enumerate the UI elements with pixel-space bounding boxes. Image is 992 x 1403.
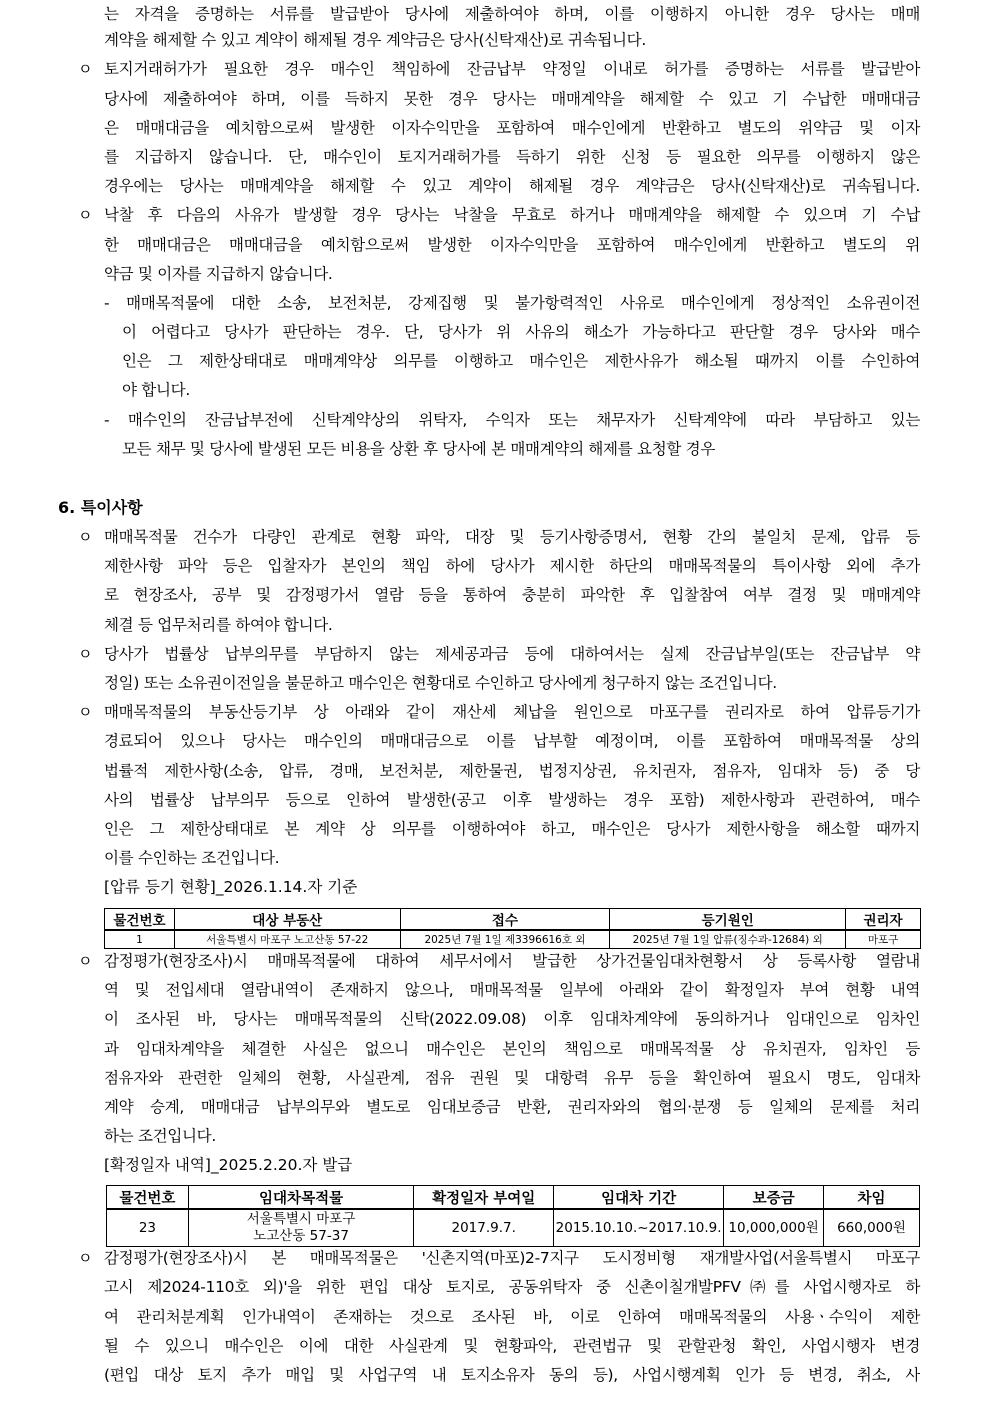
text-line: 이를 수인하는 조건입니다. [104,849,280,867]
table-caption: [확정일자 내역]_2025.2.20.자 발급 [104,1156,353,1174]
text-line: 체결 등 업무처리를 하여야 합니다. [104,616,333,634]
table-cell: 2017.9.7. [414,1209,554,1247]
table-header: 물건번호 [105,909,175,931]
address-line: 서울특별시 마포구 [246,1211,356,1227]
text-line: 경우에는 당사는 매매계약을 해제할 수 있고 계약이 해제될 경우 계약금은 당사(신탁재산)로 귀속됩니다. [104,177,920,195]
table-cell: 23 [107,1209,189,1247]
text-line: 당사가 법률상 납부의무를 부담하지 않는 제세공과금 등에 대하여서는 실제 잔금납부일(또는 잔금납부 약 [104,645,920,663]
table-header: 확정일자 부여일 [414,1186,554,1210]
seizure-table [104,908,921,949]
table-header: 등기원인 [610,909,846,931]
dash-item-line: - 매매목적물에 대한 소송, 보전처분, 강제집행 및 불가항력적인 사유로 매수인에게 정상적인 소유권이전 [104,294,920,312]
bullet-icon: ㅇ [78,206,93,224]
table-cell: 2025년 7월 1일 제3396616호 외 [400,930,610,949]
section-heading: 6. 특이사항 [58,498,143,517]
dash-item-line: 모든 채무 및 당사에 발생된 모든 비용을 상환 후 당사에 본 매매계약의 해제를 요청할 경우 [122,440,716,458]
text-line: 약금 및 이자를 지급하지 않습니다. [104,265,333,283]
table-header: 접수 [400,909,610,931]
text-line: 고시 제2024-110호 외)'을 위한 편입 대상 토지로, 공동위탁자 중 신촌이칠개발PFV㈜를 사업시행자로 하 [104,1278,920,1296]
text-line: 매매목적물의 부동산등기부 상 아래와 같이 재산세 체납을 원인으로 마포구를 권리자로 하여 압류등기가 [104,703,920,721]
table-header: 임대차목적물 [188,1186,413,1210]
text-line: 감정평가(현장조사)시 매매목적물에 대하여 세무서에서 발급한 상가건물임대차현황서 상 등록사항 열람내 [104,952,920,970]
text-line: 하는 조건입니다. [104,1127,216,1145]
text-line: 될 수 있으니 매수인은 이에 대한 사실관계 및 현황파악, 관련법규 및 관할관청 확인, 사업시행자 변경 [104,1337,920,1355]
bullet-icon: ㅇ [78,1249,93,1267]
text-line: 매매목적물 건수가 다량인 관계로 현황 파악, 대장 및 등기사항증명서, 현황 간의 불일치 문제, 압류 등 [104,528,920,546]
table-caption: [압류 등기 현황]_2026.1.14.자 기준 [104,878,358,896]
text-line: 낙찰 후 다음의 사유가 발생할 경우 당사는 낙찰을 무효로 하거나 매매계약을 해제할 수 있으며 기 수납 [104,206,920,224]
table-cell: 1 [105,930,175,949]
text-line: 과 임대차계약을 체결한 사실은 없으니 매수인은 본인의 책임으로 매매목적물 상 유치권자, 임차인 등 [104,1040,920,1058]
table-cell: 서울특별시 마포구 노고산동 57-22 [174,930,400,949]
dash-item-line: 인은 그 제한상태대로 매매계약상 의무를 이행하고 매수인은 제한사유가 해소될 때까지 이를 수인하여 [122,352,920,370]
dash-item-line: 야 합니다. [122,381,190,399]
table-header: 임대차 기간 [554,1186,724,1210]
text-line: 경료되어 있으나 당사는 매수인의 매매대금으로 이를 납부할 예정이며, 이를 포함하여 매매목적물 상의 [104,732,920,750]
dash-item-line: 이 어렵다고 당사가 판단하는 경우. 단, 당사가 위 사유의 해소가 가능하다고 판단할 경우 당사와 매수 [122,323,920,341]
text-line: 로 현장조사, 공부 및 감정평가서 열람 등을 통하여 충분히 파악한 후 입찰참여 여부 결정 및 매매계약 [104,586,920,604]
table-header: 보증금 [724,1186,824,1210]
text-line: 정일) 또는 소유권이전일을 불문하고 매수인은 현황대로 수인하고 당사에게 청구하지 않는 조건입니다. [104,674,777,692]
text-line: 를 지급하지 않습니다. 단, 매수인이 토지거래허가를 득하기 위한 신청 등 필요한 의무를 이행하지 않은 [104,148,920,166]
bullet-icon: ㅇ [78,528,93,546]
text-line: (편입 대상 토지 추가 매입 및 사업구역 내 토지소유자 동의 등), 사업시행계획 인가 등 변경, 취소, 사 [104,1366,920,1384]
bullet-icon: ㅇ [78,952,93,970]
table-cell: 660,000원 [824,1209,920,1247]
table-cell: 2025년 7월 1일 압류(징수과-12684) 외 [610,930,846,949]
text-line: 제한사항 파악 등은 입찰자가 본인의 책임 하에 당사가 제시한 하단의 매매목적물의 특이사항 외에 추가 [104,557,920,575]
table-cell: 2015.10.10.~2017.10.9. [554,1209,724,1247]
table-cell: 마포구 [846,930,921,949]
table-header: 물건번호 [107,1186,189,1210]
text-line: 이 조사된 바, 당사는 매매목적물의 신탁(2022.09.08) 이후 임대차계약에 동의하거나 임대인으로 임차인 [104,1010,920,1028]
table-row [107,1209,920,1247]
table-header: 대상 부동산 [174,909,400,931]
text-line: 당사에 제출하여야 하며, 이를 득하지 못한 경우 당사는 매매계약을 해제할 수 있고 기 수납한 매매대금 [104,90,920,108]
text-line: 여 관리처분계획 인가내역이 존재하는 것으로 조사된 바, 이로 인하여 매매목적물의 사용ㆍ수익이 제한 [104,1308,920,1326]
address-line: 노고산동 57-37 [253,1228,349,1244]
fixed-date-table [106,1185,920,1247]
text-line: 인은 그 제한상태대로 본 계약 상 의무를 이행하여야 하고, 매수인은 당사가 제한사항을 해소할 때까지 [104,820,920,838]
text-line: 점유자와 관련한 일체의 현황, 사실관계, 점유 권원 및 대항력 유무 등을 확인하여 필요시 명도, 임대차 [104,1069,920,1087]
text-line: 계약 승계, 매매대금 납부의무와 별도로 임대보증금 반환, 권리자와의 협의·분쟁 등 일체의 문제를 처리 [104,1098,920,1116]
bullet-icon: ㅇ [78,60,93,78]
text-line: 사의 법률상 납부의무 등으로 인하여 발생한(공고 이후 발생하는 경우 포함) 제한사항과 관련하여, 매수 [104,791,920,809]
table-cell [188,1209,413,1247]
text-line: 은 매매대금을 예치함으로써 발생한 이자수익만을 포함하여 매수인에게 반환하고 별도의 위약금 및 이자 [104,119,920,137]
table-header-row [105,909,921,931]
text-line: 는 자격을 증명하는 서류를 발급받아 당사에 제출하여야 하며, 이를 이행하지 아니한 경우 당사는 매매 [104,5,920,23]
table-cell: 10,000,000원 [724,1209,824,1247]
text-line: 계약을 해제할 수 있고 계약이 해제될 경우 계약금은 당사(신탁재산)로 귀속됩니다. [104,31,646,49]
bullet-icon: ㅇ [78,645,93,663]
text-line: 법률적 제한사항(소송, 압류, 경매, 보전처분, 제한물권, 법정지상권, 유치권자, 점유자, 임대차 등) 중 당 [104,762,920,780]
text-line: 감정평가(현장조사)시 본 매매목적물은 '신촌지역(마포)2-7지구 도시정비형 재개발사업(서울특별시 마포구 [104,1249,920,1267]
text-line: 역 및 전입세대 열람내역이 존재하지 않으나, 매매목적물 일부에 아래와 같이 확정일자 부여 현황 내역 [104,981,920,999]
table-header: 차임 [824,1186,920,1210]
dash-item-line: - 매수인의 잔금납부전에 신탁계약상의 위탁자, 수익자 또는 채무자가 신탁계약에 따라 부담하고 있는 [104,411,920,429]
table-header: 권리자 [846,909,921,931]
bullet-icon: ㅇ [78,703,93,721]
text-line: 한 매매대금은 매매대금을 예치함으로써 발생한 이자수익만을 포함하여 매수인에게 반환하고 별도의 위 [104,236,920,254]
text-line: 토지거래허가가 필요한 경우 매수인 책임하에 잔금납부 약정일 이내로 허가를 증명하는 서류를 발급받아 [104,60,920,78]
table-header-row [107,1186,920,1210]
